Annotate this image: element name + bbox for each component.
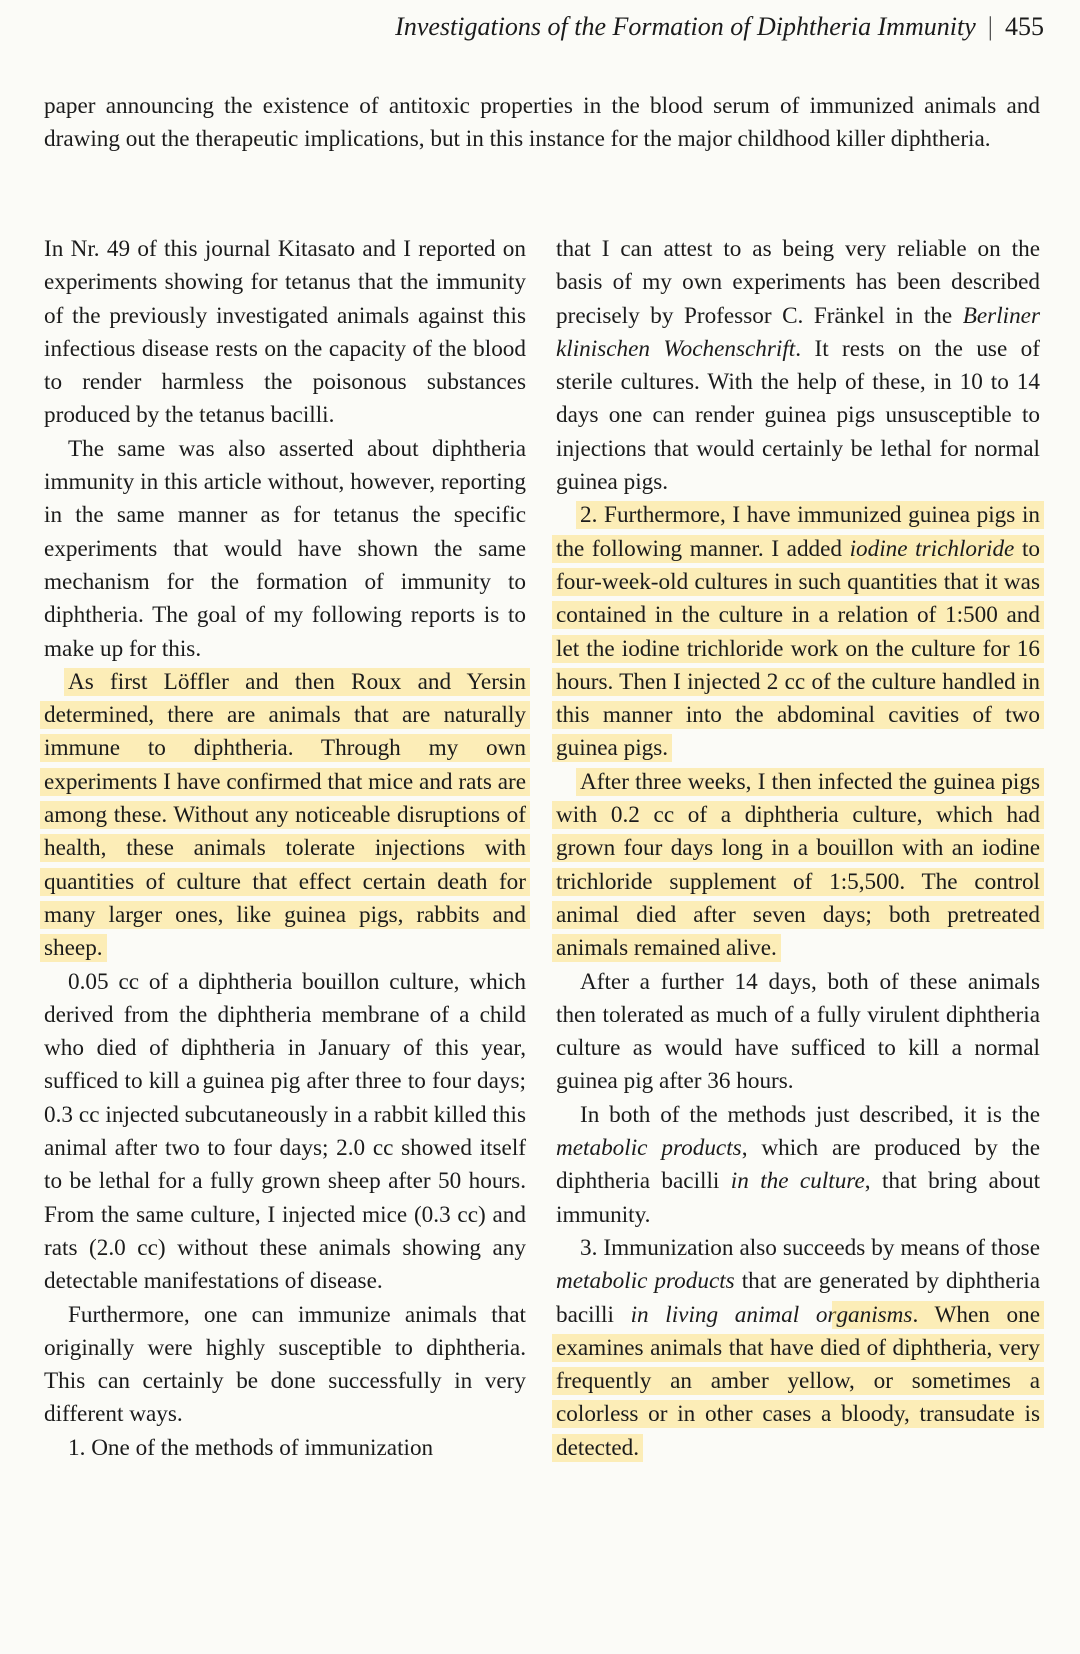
paragraph-naturally-immune <box>44 666 526 966</box>
running-head-separator: | <box>987 12 993 41</box>
highlighted-passage: As first Löffler and then Roux and Yersin determined, there are animals that are naturally immune to diphtheria. Through my own experiments I have confirmed that mice and rats are among these. Without any noticeable disruptions of health, these animals tolerate injections with quantities of culture that effect certain death for many larger ones, like guinea pigs, rabbits and sheep. <box>40 668 530 962</box>
paragraph-diphtheria-goal: The same was also asserted about diphtheria immunity in this article without, however, reporting in the same manner as for tetanus the specific experiments that would have shown the same mechanism for the formation of immunity to diphtheria. The goal of my following reports is to make up for this. <box>44 435 526 662</box>
paragraph-tetanus-report: In Nr. 49 of this journal Kitasato and I reported on experiments showing for tetanus that the immunity of the previously investigated animals against this infectious disease rests on the capacity of the blood to render harmless the poisonous substances produced by the tetanus bacilli. <box>44 236 526 429</box>
paragraph-infection-results <box>556 766 1040 966</box>
intro-paragraph: paper announcing the existence of antitoxic properties in the blood serum of immunized animals and drawing out the therapeutic implications, but in this instance for the major childhood killer diphtheria. <box>44 93 1040 152</box>
highlighted-passage: 2. Furthermore, I have immunized guinea pigs in the following manner. I added iodine trichloride to four-week-old cultures in such quantities that it was contained in the culture in a relation of 1:500 and let the iodine trichloride work on the culture for 16 hours. Then I injected 2 cc of the culture handled in this manner into the abdominal cavities of two guinea pigs. <box>552 501 1044 762</box>
paragraph-method-one-start: 1. One of the methods of immunization <box>68 1434 434 1461</box>
highlighted-passage: After three weeks, I then infected the guinea pigs with 0.2 cc of a diphtheria culture, which had grown four days long in a bouillon with an iodine trichloride supplement of 1:5,500. The control animal died after seven days; both pretreated animals remained alive. <box>552 768 1044 962</box>
paragraph-method-two <box>556 499 1040 765</box>
paragraph-immunize-susceptible: Furthermore, one can immunize animals that originally were highly susceptible to diphtheria. This can certainly be done successfully in very different ways. <box>44 1301 526 1428</box>
right-column <box>556 233 1040 1465</box>
running-head <box>395 8 1044 46</box>
page-number: 455 <box>1005 12 1044 41</box>
paragraph-metabolic-products: In both of the methods just described, it is the metabolic products, which are produced by the diphtheria bacilli in the culture, that bring about immunity. <box>556 1101 1041 1228</box>
left-column <box>44 233 526 1465</box>
journal-title: Berliner klinischen Wochenschrift <box>556 302 1040 362</box>
paragraph-method-one-cont: that I can attest to as being very reliable on the basis of my own experiments has been described precisely by Professor C. Fränkel in the Berliner klinischen Wochenschrift. It rests on the use of sterile cultures. With the help of these, in 10 to 14 days one can render guinea pigs unsusceptible to injections that would certainly be lethal for normal guinea pigs. <box>556 236 1040 496</box>
paragraph-method-three: 3. Immunization also succeeds by means of those metabolic products that are generated by diphtheria bacilli in living animal organisms. When one examines animals that have died of diphtheria, very frequently an amber yellow, or sometimes a colorless or in other cases a bloody, transudate is detected. <box>556 1232 1040 1465</box>
paragraph-culture-doses: 0.05 cc of a diphtheria bouillon culture, which derived from the diphtheria membrane of a child who died of diphtheria in January of this year, sufficed to kill a guinea pig after three to four days; 0.3 cc injected subcutaneously in a rabbit killed this animal after two to four days; 2.0 cc showed itself to be lethal for a fully grown sheep after 50 hours. From the same culture, I injected mice (0.3 cc) and rats (2.0 cc) without these animals showing any detectable manifestations of disease. <box>44 968 526 1295</box>
highlighted-passage: ganisms. When one examines animals that have died of diphtheria, very frequently an amber yellow, or sometimes a colorless or in other cases a bloody, transudate is detected. <box>552 1301 1044 1462</box>
running-head-title: Investigations of the Formation of Diphtheria Immunity <box>395 12 976 41</box>
paragraph-further-tolerance: After a further 14 days, both of these animals then tolerated as much of a fully virulent diphtheria culture as would have sufficed to kill a normal guinea pig after 36 hours. <box>556 968 1040 1095</box>
